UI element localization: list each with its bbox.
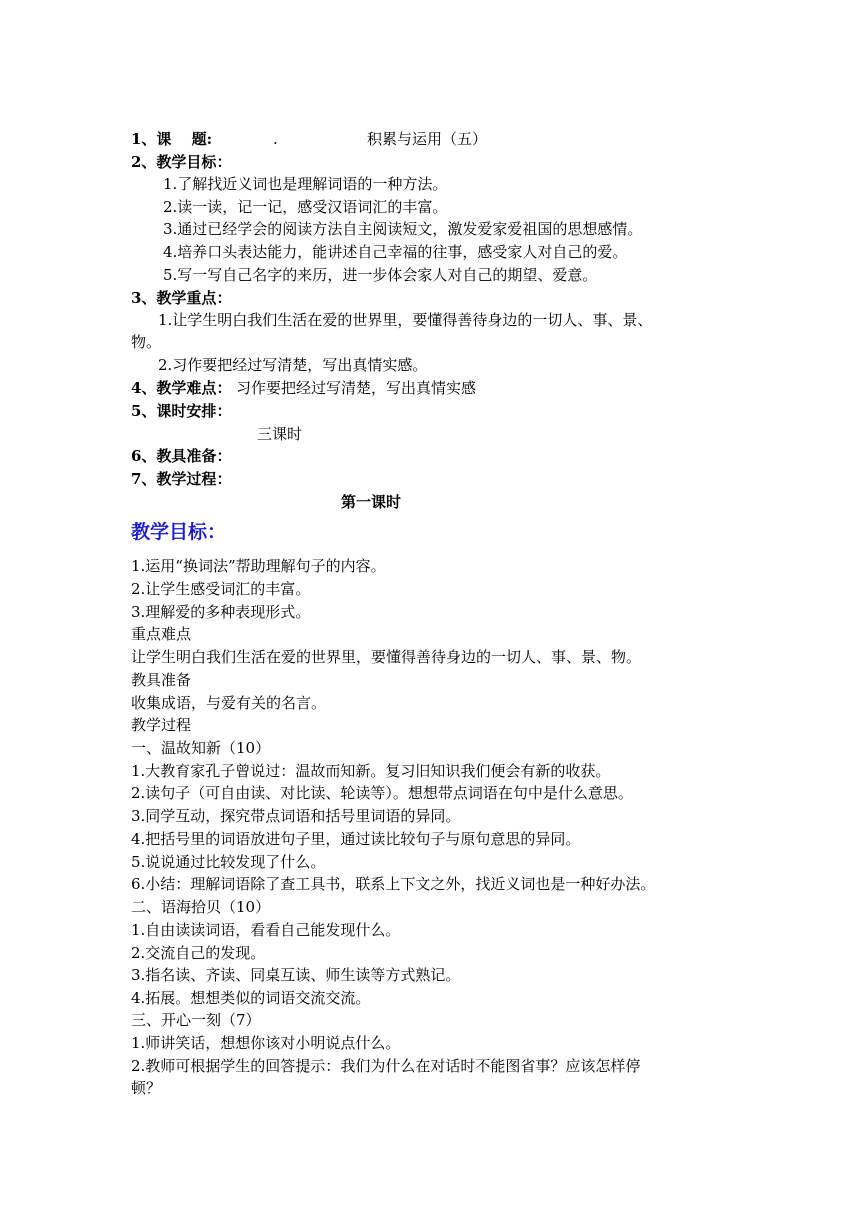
section-heading: 重点难点: [131, 625, 192, 643]
goal-item: 5.写一写自己名字的来历，进一步体会家人对自己的期望、爱意。: [163, 266, 598, 284]
goal-item: 4.培养口头表达能力，能讲述自己幸福的往事，感受家人对自己的爱。: [163, 243, 628, 261]
body-line: 1.师讲笑话，想想你该对小明说点什么。: [131, 1034, 401, 1052]
section-heading: 教具准备: [131, 671, 192, 689]
tools-label: 6、教具准备：: [131, 447, 232, 465]
focus-item: 2.习作要把经过写清楚，写出真情实感。: [158, 356, 428, 374]
body-line: 收集成语，与爱有关的名言。: [131, 694, 327, 712]
section-heading: 教学过程: [131, 716, 192, 734]
body-line-continued: 顿？: [131, 1079, 162, 1097]
goals-heading: 教学目标：: [131, 521, 227, 543]
body-line: 1.运用“换词法”帮助理解句子的内容。: [131, 557, 386, 575]
body-line: 4.拓展。想想类似的词语交流交流。: [131, 989, 371, 1007]
process-label: 7、教学过程：: [131, 470, 232, 488]
body-line: 让学生明白我们生活在爱的世界里，要懂得善待身边的一切人、事、景、物。: [131, 648, 642, 666]
body-line: 3.理解爱的多种表现形式。: [131, 603, 311, 621]
focus-item: 1.让学生明白我们生活在爱的世界里，要懂得善待身边的一切人、事、景、: [158, 311, 653, 329]
section-heading: 三、开心一刻（7）: [131, 1011, 261, 1029]
body-line: 2.让学生感受词汇的丰富。: [131, 580, 311, 598]
focus-label: 3、教学重点：: [131, 289, 232, 307]
body-line: 3.同学互动，探究带点词语和括号里词语的异同。: [131, 807, 461, 825]
goal-item: 2.读一读，记一记，感受汉语词汇的丰富。: [163, 198, 448, 216]
goal-item: 3.通过已经学会的阅读方法自主阅读短文，激发爱家爱祖国的思想感情。: [163, 220, 643, 238]
topic-dot: .: [273, 130, 278, 148]
topic-label: 1、课 题:: [131, 130, 213, 148]
body-line: 1.自由读读词语，看看自己能发现什么。: [131, 921, 401, 939]
body-line: 3.指名读、齐读、同桌互读、师生读等方式熟记。: [131, 966, 461, 984]
body-line: 5.说说通过比较发现了什么。: [131, 853, 326, 871]
body-line: 1.大教育家孔子曾说过：温故而知新。复习旧知识我们便会有新的收获。: [131, 762, 611, 780]
body-line: 6.小结：理解词语除了查工具书，联系上下文之外，找近义词也是一种好办法。: [131, 875, 656, 893]
body-line: 2.读句子（可自由读、对比读、轮读等）。想想带点词语在句中是什么意思。: [131, 784, 633, 802]
difficulty-label: 4、教学难点：: [131, 379, 232, 397]
goals-label: 2、教学目标：: [131, 153, 232, 171]
body-line: 4.把括号里的词语放进句子里，通过读比较句子与原句意思的异同。: [131, 830, 581, 848]
topic-title: 积累与运用（五）: [367, 130, 488, 148]
focus-item-continued: 物。: [131, 333, 162, 351]
goal-item: 1.了解找近义词也是理解词语的一种方法。: [163, 175, 448, 193]
body-line: 2.交流自己的发现。: [131, 944, 266, 962]
schedule-value: 三课时: [257, 425, 303, 443]
lesson-title: 第一课时: [341, 493, 402, 511]
section-heading: 一、温故知新（10）: [131, 739, 271, 757]
body-line: 2.教师可根据学生的回答提示：我们为什么在对话时不能图省事？应该怎样停: [131, 1057, 641, 1075]
difficulty-text: 习作要把经过写清楚，写出真情实感: [236, 379, 477, 397]
section-heading: 二、语海拾贝（10）: [131, 898, 271, 916]
schedule-label: 5、课时安排：: [131, 402, 232, 420]
